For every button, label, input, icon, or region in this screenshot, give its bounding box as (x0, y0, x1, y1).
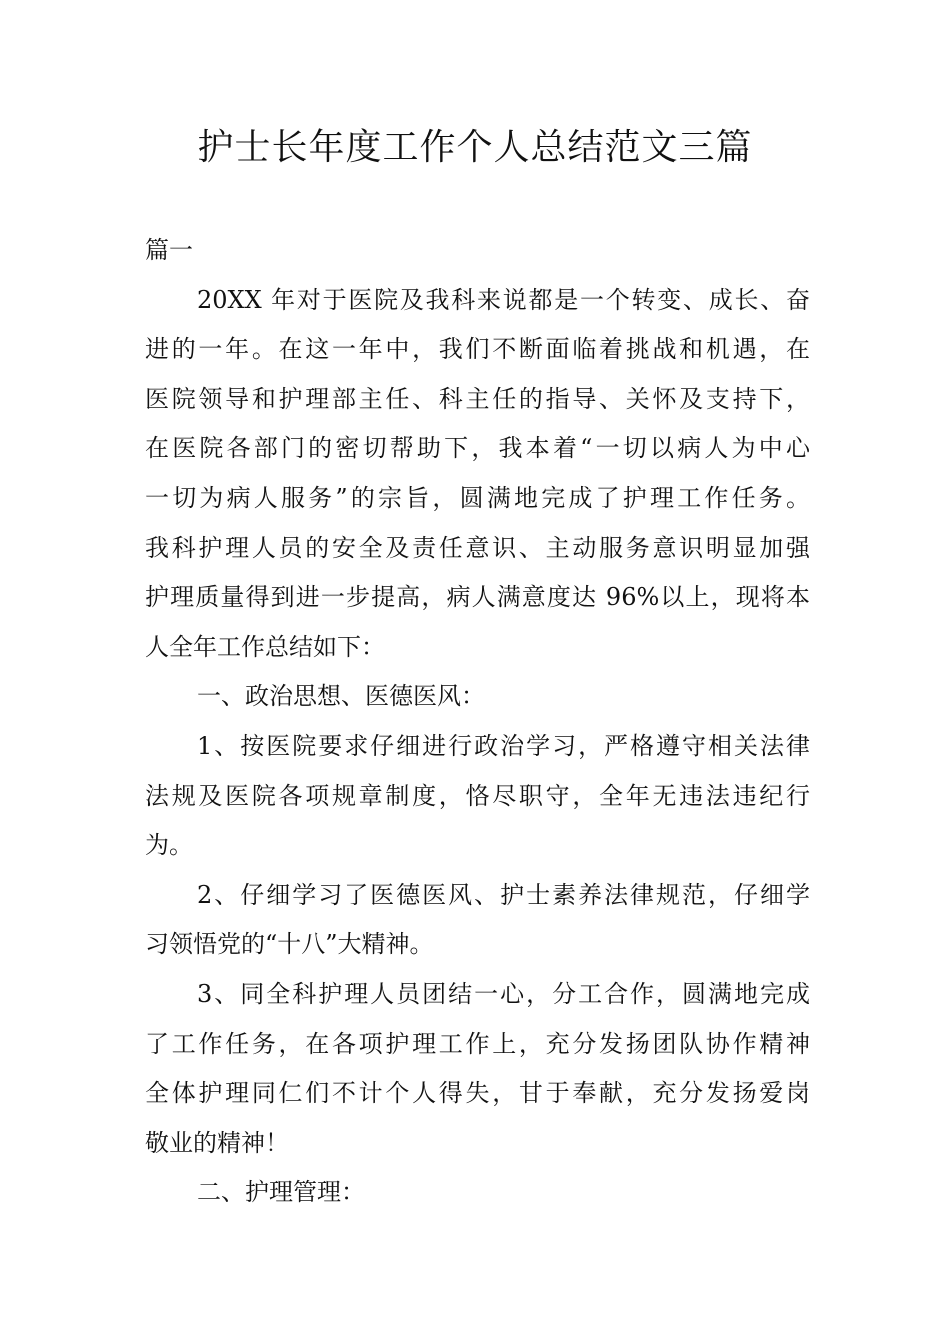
paragraph-line: 在医院各部门的密切帮助下，我本着“一切以病人为中心 (145, 434, 810, 463)
paragraph-line: 了工作任务，在各项护理工作上，充分发扬团队协作精神 (145, 1029, 810, 1058)
paragraph-line: 护理质量得到进一步提高，病人满意度达 96%以上，现将本 (145, 583, 810, 612)
subheading: 一、政治思想、医德医风： (197, 682, 485, 711)
paragraph-line: 敬业的精神！ (145, 1128, 289, 1157)
paragraph-line: 法规及医院各项规章制度，恪尽职守，全年无违法违纪行 (145, 781, 810, 810)
document-body (145, 226, 810, 1218)
paragraph-line: 一切为病人服务”的宗旨，圆满地完成了护理工作任务。 (145, 483, 810, 512)
paragraph-line: 2、仔细学习了医德医风、护士素养法律规范，仔细学 (197, 880, 810, 909)
paragraph-line: 20XX 年对于医院及我科来说都是一个转变、成长、奋 (197, 285, 810, 314)
paragraph-line: 3、同全科护理人员团结一心，分工合作，圆满地完成 (197, 979, 810, 1008)
paragraph-line: 全体护理同仁们不计个人得失，甘于奉献，充分发扬爱岗 (145, 1079, 810, 1108)
paragraph-line: 医院领导和护理部主任、科主任的指导、关怀及支持下， (145, 384, 810, 413)
section-heading: 篇一 (145, 236, 193, 264)
paragraph-line: 习领悟党的“十八”大精神。 (145, 930, 434, 959)
subheading: 二、护理管理： (197, 1178, 365, 1207)
paragraph-line: 我科护理人员的安全及责任意识、主动服务意识明显加强 (145, 533, 810, 562)
paragraph-line: 为。 (145, 831, 193, 860)
paragraph-line: 1、按医院要求仔细进行政治学习，严格遵守相关法律 (197, 731, 810, 760)
paragraph-line: 人全年工作总结如下： (145, 632, 385, 661)
document-title: 护士长年度工作个人总结范文三篇 (197, 127, 753, 168)
paragraph-line: 进的一年。在这一年中，我们不断面临着挑战和机遇，在 (145, 335, 810, 364)
